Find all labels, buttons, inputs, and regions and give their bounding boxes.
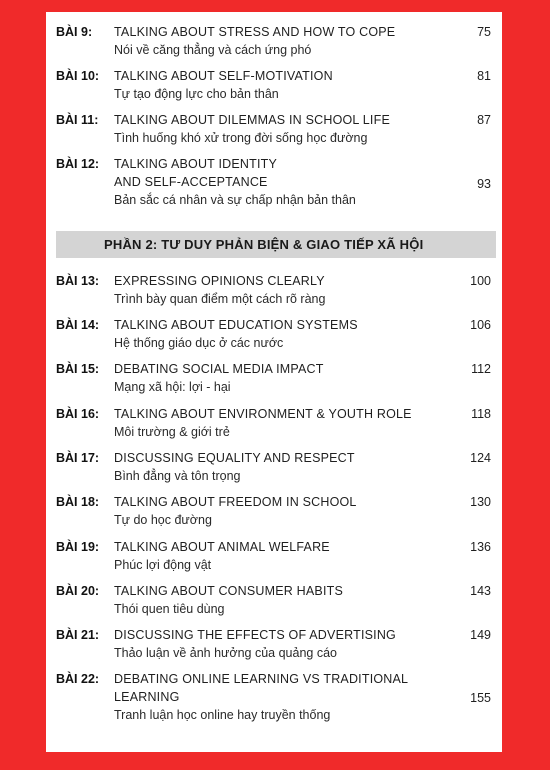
lesson-subtitle: Tranh luận học online hay truyền thống bbox=[114, 708, 331, 722]
lesson-subtitle: Trình bày quan điểm một cách rõ ràng bbox=[114, 292, 326, 306]
page-number: 136 bbox=[470, 540, 491, 554]
lesson-number: BÀI 9: bbox=[56, 25, 93, 39]
lesson-title: EXPRESSING OPINIONS CLEARLY bbox=[114, 274, 325, 288]
lesson-number: BÀI 21: bbox=[56, 628, 100, 642]
lesson-title: TALKING ABOUT SELF-MOTIVATION bbox=[114, 69, 333, 83]
page-number: 75 bbox=[477, 25, 491, 39]
lesson-subtitle: Nói về căng thẳng và cách ứng phó bbox=[114, 43, 312, 57]
page-number: 112 bbox=[471, 362, 491, 376]
lesson-title: DEBATING ONLINE LEARNING VS TRADITIONAL LEARNING bbox=[114, 672, 409, 704]
lesson-number: BÀI 14: bbox=[56, 318, 100, 332]
lesson-subtitle: Môi trường & giới trẻ bbox=[114, 425, 230, 439]
page-number: 81 bbox=[477, 69, 491, 83]
toc-page bbox=[46, 12, 502, 752]
section-title: PHẦN 2: TƯ DUY PHẢN BIỆN & GIAO TIẾP XÃ HỘI bbox=[104, 237, 424, 252]
page-number: 149 bbox=[470, 628, 491, 642]
lesson-subtitle: Hệ thống giáo dục ở các nước bbox=[114, 336, 284, 350]
page-number: 155 bbox=[470, 691, 491, 705]
lesson-number: BÀI 18: bbox=[56, 495, 100, 509]
page-number: 118 bbox=[471, 407, 491, 421]
lesson-title: TALKING ABOUT IDENTITY AND SELF-ACCEPTANCE bbox=[114, 157, 277, 189]
lesson-title: DISCUSSING THE EFFECTS OF ADVERTISING bbox=[114, 628, 396, 642]
lesson-title: TALKING ABOUT CONSUMER HABITS bbox=[114, 584, 343, 598]
lesson-title: TALKING ABOUT ANIMAL WELFARE bbox=[114, 540, 330, 554]
lesson-number: BÀI 16: bbox=[56, 407, 100, 421]
lesson-subtitle: Bình đẳng và tôn trọng bbox=[114, 469, 241, 483]
lesson-number: BÀI 12: bbox=[56, 157, 100, 171]
lesson-subtitle: Bản sắc cá nhân và sự chấp nhận bản thân bbox=[114, 193, 356, 207]
page-number: 124 bbox=[470, 451, 491, 465]
lesson-number: BÀI 20: bbox=[56, 584, 100, 598]
lesson-number: BÀI 22: bbox=[56, 672, 100, 686]
lesson-title: TALKING ABOUT EDUCATION SYSTEMS bbox=[114, 318, 358, 332]
lesson-subtitle: Tình huống khó xử trong đời sống học đường bbox=[114, 131, 368, 145]
page-number: 87 bbox=[477, 113, 491, 127]
lesson-subtitle: Tự tạo động lực cho bản thân bbox=[114, 87, 279, 101]
lesson-subtitle: Thảo luận về ảnh hưởng của quảng cáo bbox=[114, 646, 337, 660]
page-number: 130 bbox=[470, 495, 491, 509]
page-number: 106 bbox=[470, 318, 491, 332]
lesson-number: BÀI 17: bbox=[56, 451, 100, 465]
lesson-title: DISCUSSING EQUALITY AND RESPECT bbox=[114, 451, 355, 465]
lesson-subtitle: Mạng xã hội: lợi - hại bbox=[114, 380, 231, 394]
lesson-number: BÀI 19: bbox=[56, 540, 100, 554]
page-number: 93 bbox=[477, 177, 491, 191]
lesson-title: DEBATING SOCIAL MEDIA IMPACT bbox=[114, 362, 324, 376]
lesson-title: TALKING ABOUT STRESS AND HOW TO COPE bbox=[114, 25, 396, 39]
lesson-subtitle: Phúc lợi động vật bbox=[114, 558, 212, 572]
lesson-title: TALKING ABOUT FREEDOM IN SCHOOL bbox=[114, 495, 357, 509]
lesson-title: TALKING ABOUT DILEMMAS IN SCHOOL LIFE bbox=[114, 113, 390, 127]
lesson-number: BÀI 13: bbox=[56, 274, 100, 288]
page-number: 100 bbox=[470, 274, 491, 288]
lesson-title: TALKING ABOUT ENVIRONMENT & YOUTH ROLE bbox=[114, 407, 412, 421]
lesson-subtitle: Thói quen tiêu dùng bbox=[114, 602, 225, 616]
section-header bbox=[56, 231, 496, 258]
lesson-subtitle: Tự do học đường bbox=[114, 513, 212, 527]
page-number: 143 bbox=[470, 584, 491, 598]
lesson-number: BÀI 10: bbox=[56, 69, 100, 83]
lesson-number: BÀI 11: bbox=[56, 113, 99, 127]
lesson-number: BÀI 15: bbox=[56, 362, 100, 376]
